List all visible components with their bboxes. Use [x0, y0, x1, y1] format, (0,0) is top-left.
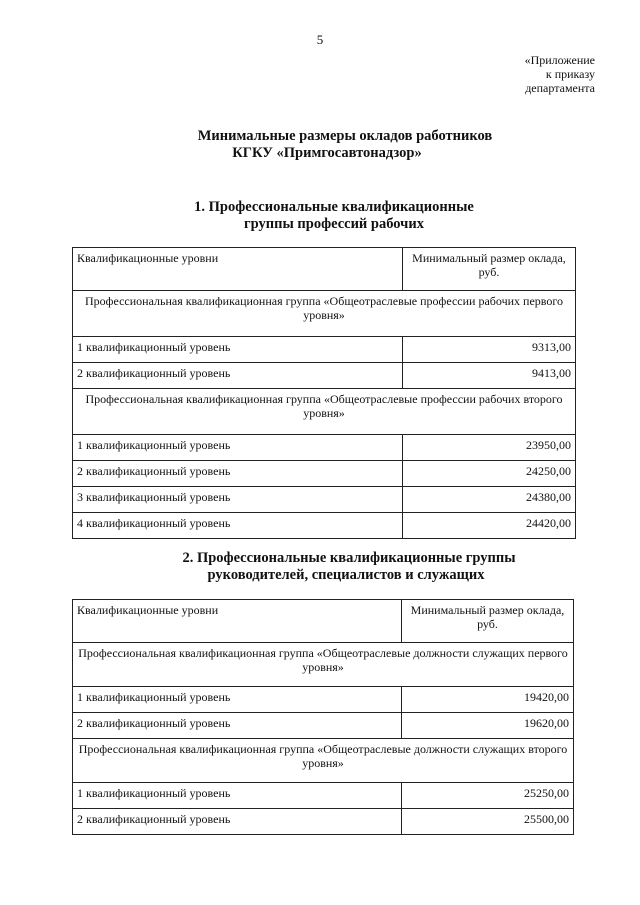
salary-cell: 24420,00 — [403, 513, 576, 539]
section2-title — [0, 550, 640, 584]
group-label: Профессиональная квалификационная группа «Общеотраслевые профессии рабочих второго уровня» — [73, 389, 576, 435]
group-label: Профессиональная квалификационная группа «Общеотраслевые профессии рабочих первого уровня» — [73, 291, 576, 337]
document-title — [0, 128, 640, 162]
table-row — [73, 487, 576, 513]
group-row — [73, 643, 574, 687]
table-row — [73, 461, 576, 487]
appendix-line: департамента — [525, 81, 595, 95]
document-title-line: Минимальные размеры окладов работников — [197, 128, 493, 144]
header-salary: Минимальный размер оклада, руб. — [402, 600, 574, 643]
level-cell: 1 квалификационный уровень — [73, 435, 403, 461]
section-title-line: 1. Профессиональные квалификационные — [194, 199, 474, 215]
section1-table — [72, 247, 576, 539]
table-row — [73, 687, 574, 713]
group-row — [73, 389, 576, 435]
salary-cell: 9313,00 — [403, 337, 576, 363]
level-cell: 1 квалификационный уровень — [73, 783, 402, 809]
table-row — [73, 337, 576, 363]
salary-cell: 25500,00 — [402, 809, 574, 835]
level-cell: 2 квалификационный уровень — [73, 363, 403, 389]
level-cell: 3 квалификационный уровень — [73, 487, 403, 513]
header-salary: Минимальный размер оклада, руб. — [403, 248, 576, 291]
salary-cell: 25250,00 — [402, 783, 574, 809]
salary-cell: 19420,00 — [402, 687, 574, 713]
appendix-line: «Приложение — [524, 53, 595, 67]
header-levels: Квалификационные уровни — [73, 248, 403, 291]
table-row — [73, 363, 576, 389]
page-number: 5 — [316, 32, 324, 47]
document-title-line: КГКУ «Примгосавтонадзор» — [232, 145, 422, 161]
section-title-line: группы профессий рабочих — [244, 216, 424, 232]
salary-cell: 24250,00 — [403, 461, 576, 487]
appendix-line: к приказу — [545, 67, 595, 81]
group-row — [73, 739, 574, 783]
header-levels: Квалификационные уровни — [73, 600, 402, 643]
level-cell: 2 квалификационный уровень — [73, 461, 403, 487]
level-cell: 2 квалификационный уровень — [73, 713, 402, 739]
table-row — [73, 435, 576, 461]
group-row — [73, 291, 576, 337]
table-row — [73, 513, 576, 539]
level-cell: 4 квалификационный уровень — [73, 513, 403, 539]
level-cell: 1 квалификационный уровень — [73, 337, 403, 363]
salary-cell: 9413,00 — [403, 363, 576, 389]
salary-cell: 23950,00 — [403, 435, 576, 461]
salary-cell: 19620,00 — [402, 713, 574, 739]
table-row — [73, 783, 574, 809]
group-label: Профессиональная квалификационная группа «Общеотраслевые должности служащих второго уровня» — [73, 739, 574, 783]
appendix-note — [525, 53, 595, 95]
table-row — [73, 809, 574, 835]
section1-title — [0, 199, 640, 233]
salary-cell: 24380,00 — [403, 487, 576, 513]
table-header-row — [73, 248, 576, 291]
group-label: Профессиональная квалификационная группа «Общеотраслевые должности служащих первого уровня» — [73, 643, 574, 687]
table-row — [73, 713, 574, 739]
table-header-row — [73, 600, 574, 643]
section2-table — [72, 599, 574, 835]
level-cell: 2 квалификационный уровень — [73, 809, 402, 835]
level-cell: 1 квалификационный уровень — [73, 687, 402, 713]
section-title-line: 2. Профессиональные квалификационные группы — [182, 550, 516, 566]
section-title-line: руководителей, специалистов и служащих — [207, 567, 485, 583]
